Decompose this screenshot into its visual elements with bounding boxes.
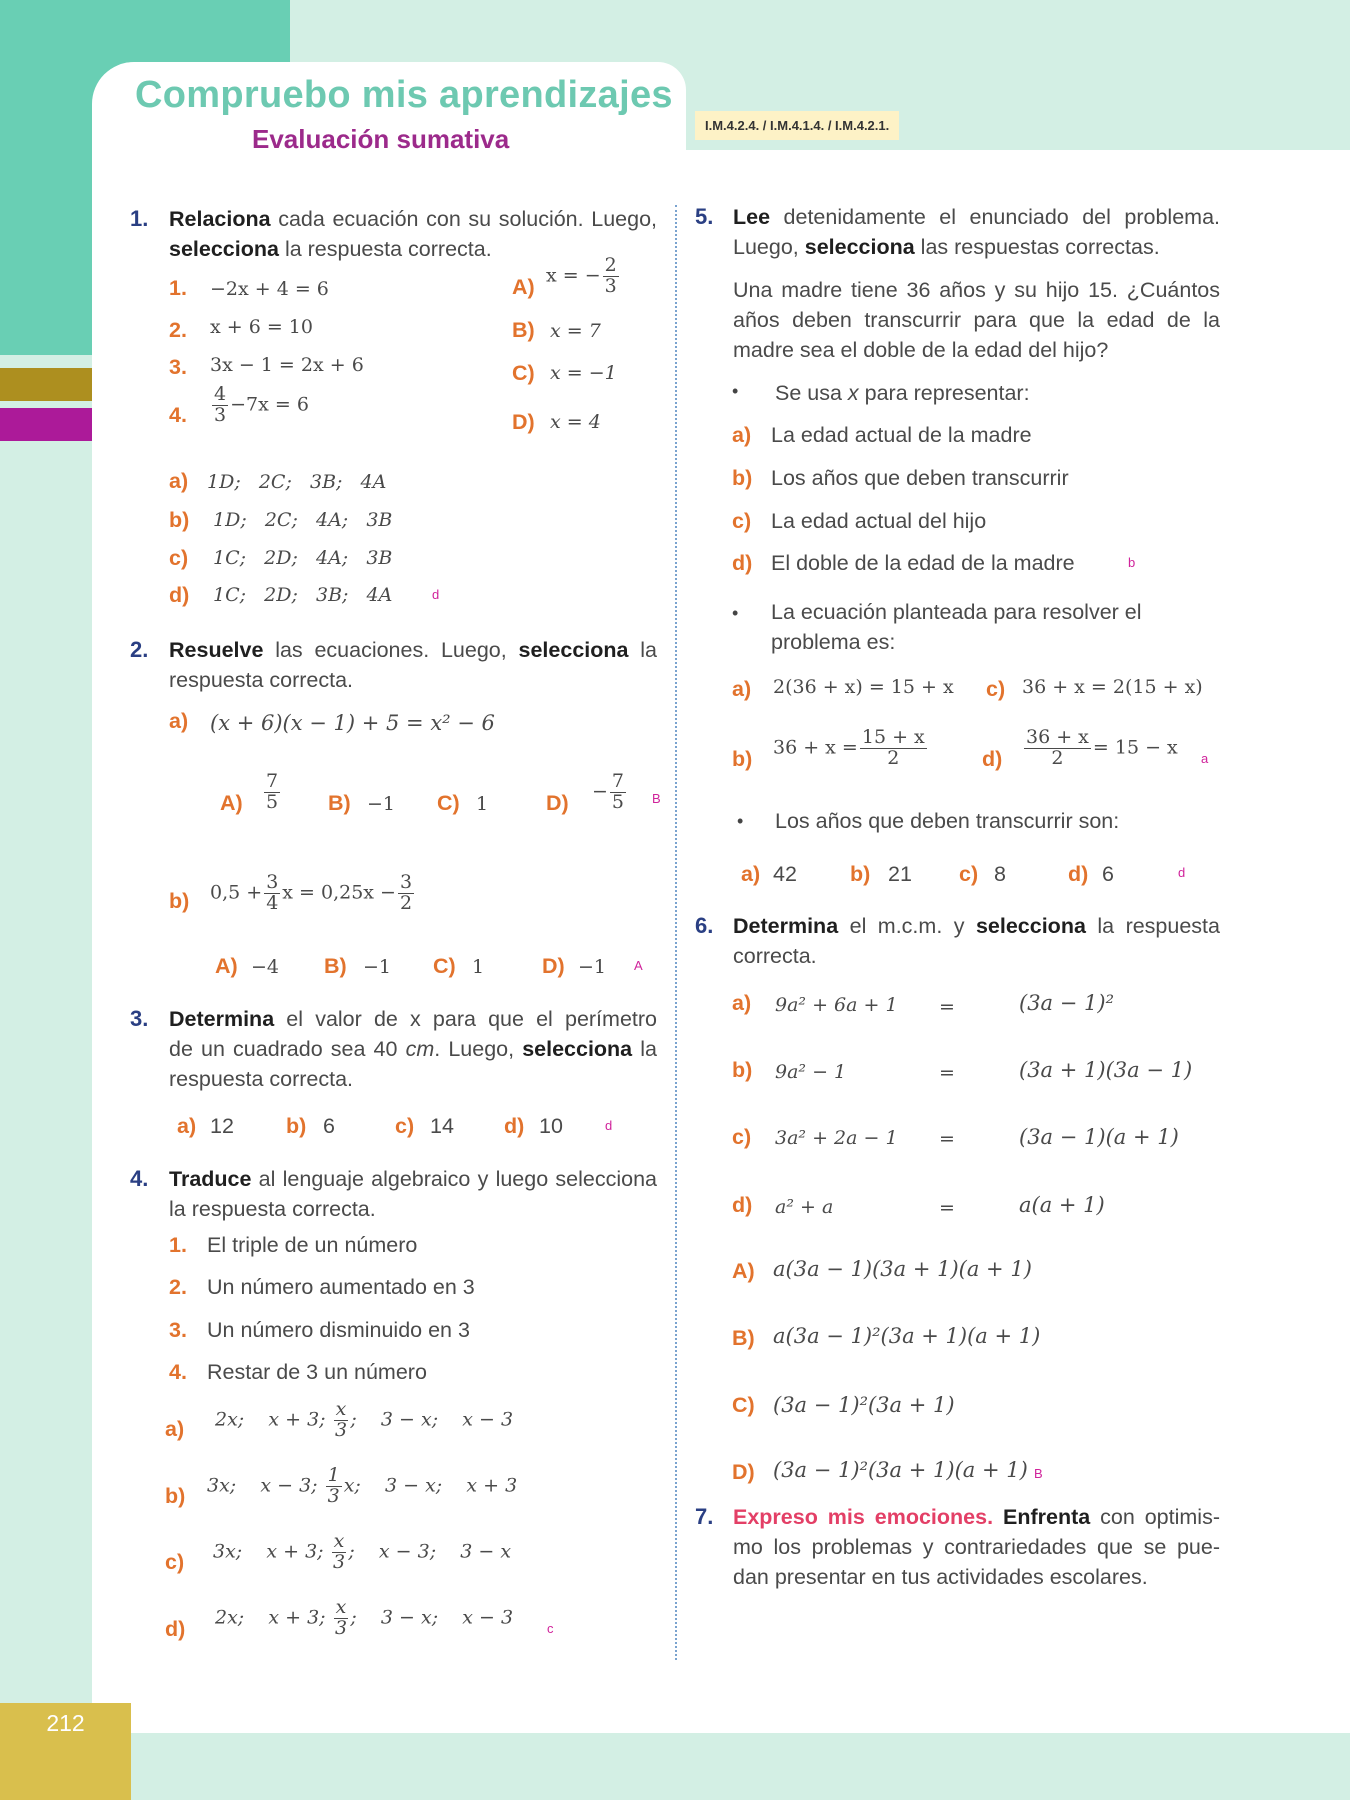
q5-eq-b: 36 + x = $\frac{15 + x}{2}$	[773, 726, 925, 769]
q5-eq-label-b: b)	[732, 747, 753, 771]
q2a-opt-B: −1	[367, 793, 396, 815]
bullet-dot-icon: •	[737, 811, 744, 831]
q2b-opt-C-label: C)	[433, 954, 456, 978]
q5-s3-label-c: c)	[959, 862, 979, 886]
q6-row-eq-a: =	[939, 996, 955, 1018]
q6-opt-B: a(3a − 1)²(3a + 1)(a + 1)	[773, 1324, 1041, 1348]
q6-opt-C: (3a − 1)²(3a + 1)	[773, 1393, 955, 1417]
q6-row-right-c: (3a − 1)(a + 1)	[1019, 1125, 1179, 1149]
q2a-opt-D-label: D)	[546, 791, 569, 815]
q1-line1: Relaciona cada ecuación con su solución. Luego,	[169, 207, 657, 231]
q5-number: 5.	[695, 204, 714, 229]
q2-a-label: a)	[169, 709, 189, 733]
q1-number: 1.	[130, 206, 149, 231]
q4-item-3: Un número disminuido en 3	[207, 1318, 470, 1342]
q4-opt-label-b: b)	[165, 1484, 186, 1508]
q1-opt-b: 1D; 2C; 4A; 3B	[213, 509, 393, 531]
q6-row-right-d: a(a + 1)	[1019, 1193, 1105, 1217]
q4-item-label-3: 3.	[169, 1318, 187, 1342]
q1-eq-label-2: 2.	[169, 318, 187, 342]
q5-s3-opt-a: 42	[773, 862, 797, 886]
q7-line1: Expreso mis emociones. Enfrenta con optimis-	[733, 1505, 1220, 1529]
q3-opt-d: 10	[539, 1114, 563, 1138]
q6-row-eq-c: =	[939, 1128, 955, 1150]
q4-item-label-1: 1.	[169, 1233, 187, 1257]
q1-eq-label-1: 1.	[169, 276, 187, 300]
q5-problem-line1: Una madre tiene 36 años y su hijo 15. ¿Cuántos	[733, 278, 1220, 302]
q4-opt-d: 2x; x + 3; $\frac{x}{3}$ ; 3 − x; x − 3	[215, 1596, 514, 1639]
page-subtitle: Evaluación sumativa	[252, 124, 510, 154]
magenta-side-bar	[0, 408, 95, 441]
q5-s1-opt-c: La edad actual del hijo	[771, 509, 987, 533]
q5-s3-answer-key: d	[1178, 865, 1186, 880]
q2b-answer-key: A	[634, 958, 643, 973]
q6-row-label-d: d)	[732, 1193, 753, 1217]
olive-side-bar	[0, 368, 95, 401]
q2a-opt-A: $\frac{7}{5}$	[266, 770, 279, 813]
q6-row-label-b: b)	[732, 1058, 753, 1082]
q6-row-label-a: a)	[732, 991, 752, 1015]
q6-row-right-b: (3a + 1)(3a − 1)	[1019, 1058, 1193, 1082]
q4-opt-label-a: a)	[165, 1417, 185, 1441]
q3-opt-label-a: a)	[177, 1114, 197, 1138]
q5-s1-answer-key: b	[1128, 555, 1136, 570]
q5-s1-opt-b: Los años que deben transcurrir	[771, 466, 1069, 490]
q5-s1-label-b: b)	[732, 466, 753, 490]
q3-opt-c: 14	[430, 1114, 454, 1138]
q5-eq-label-a: a)	[732, 677, 752, 701]
q6-opt-label-C: C)	[732, 1393, 755, 1417]
q1-sol-label-D: D)	[512, 410, 535, 434]
q3-opt-a: 12	[210, 1114, 234, 1138]
q6-number: 6.	[695, 913, 714, 938]
q6-answer-key: B	[1034, 1466, 1043, 1481]
q1-eq-label-4: 4.	[169, 403, 187, 427]
q5-bullet2-line1: La ecuación planteada para resolver el	[771, 600, 1142, 624]
q4-item-2: Un número aumentado en 3	[207, 1275, 475, 1299]
q6-row-eq-d: =	[939, 1197, 955, 1219]
q5-s3-opt-d: 6	[1102, 862, 1114, 886]
q1-eq-3: 3x − 1 = 2x + 6	[210, 354, 364, 376]
q2b-opt-A: −4	[251, 956, 280, 978]
bullet-dot-icon: •	[732, 381, 739, 401]
q6-opt-label-A: A)	[732, 1259, 755, 1283]
q2b-opt-D-label: D)	[542, 954, 565, 978]
q6-opt-label-B: B)	[732, 1326, 755, 1350]
q2a-opt-D: − $\frac{7}{5}$	[592, 770, 625, 813]
q5-s1-label-a: a)	[732, 423, 752, 447]
q7-line3: dan presentar en tus actividades escolares.	[733, 1565, 1148, 1589]
q1-opt-label-c: c)	[169, 546, 189, 570]
q5-s2-answer-key: a	[1201, 751, 1209, 766]
q6-row-left-b: 9a² − 1	[775, 1061, 847, 1083]
q6-row-left-c: 3a² + 2a − 1	[775, 1127, 898, 1149]
q2-line1: Resuelve las ecuaciones. Luego, selecciona la	[169, 638, 657, 662]
q1-sol-B: x = 7	[550, 320, 601, 342]
q1-sol-A: x = − $\frac{2}{3}$	[546, 254, 617, 297]
q5-s1-label-c: c)	[732, 509, 752, 533]
q6-line2: correcta.	[733, 944, 817, 968]
q2-b-label: b)	[169, 889, 190, 913]
q2a-opt-C: 1	[476, 793, 489, 815]
q6-opt-D: (3a − 1)²(3a + 1)(a + 1)	[773, 1458, 1028, 1482]
q4-opt-label-c: c)	[165, 1550, 185, 1574]
q7-number: 7.	[695, 1504, 714, 1529]
q2-a-equation: (x + 6)(x − 1) + 5 = x² − 6	[210, 711, 495, 735]
q5-s3-opt-b: 21	[888, 862, 912, 886]
q5-eq-label-d: d)	[982, 747, 1003, 771]
q1-opt-c: 1C; 2D; 4A; 3B	[213, 547, 393, 569]
q2-number: 2.	[130, 637, 149, 662]
q1-eq-1: −2x + 4 = 6	[210, 278, 329, 300]
q6-row-left-a: 9a² + 6a + 1	[775, 994, 898, 1016]
q5-eq-label-c: c)	[986, 677, 1006, 701]
q2a-opt-C-label: C)	[437, 791, 460, 815]
criteria-code-badge: I.M.4.2.4. / I.M.4.1.4. / I.M.4.2.1.	[695, 111, 899, 140]
page-number: 212	[46, 1710, 85, 1736]
q3-opt-b: 6	[323, 1114, 335, 1138]
q2b-opt-D: −1	[578, 956, 607, 978]
page-title: Compruebo mis aprendizajes	[135, 74, 673, 116]
q5-eq-d: $\frac{36 + x}{2}$ = 15 − x	[1026, 726, 1178, 769]
q5-line2: Luego, selecciona las respuestas correctas.	[733, 235, 1160, 259]
q4-opt-a: 2x; x + 3; $\frac{x}{3}$ ; 3 − x; x − 3	[215, 1398, 514, 1441]
q5-bullet1: Se usa x para representar:	[775, 381, 1030, 405]
q1-sol-D: x = 4	[550, 411, 601, 433]
bullet-dot-icon: •	[732, 603, 739, 623]
q7-line2: mo los problemas y contrariedades que se pue-	[733, 1535, 1220, 1559]
q3-line2: de un cuadrado sea 40 cm. Luego, selecciona la	[169, 1037, 657, 1061]
q4-item-label-4: 4.	[169, 1360, 187, 1384]
q4-number: 4.	[130, 1166, 149, 1191]
q2b-opt-A-label: A)	[215, 954, 238, 978]
q4-item-label-2: 2.	[169, 1275, 187, 1299]
q3-opt-label-c: c)	[395, 1114, 415, 1138]
q1-eq-4: $\frac{4}{3}$ −7x = 6	[214, 383, 309, 426]
q1-sol-label-C: C)	[512, 361, 535, 385]
q5-bullet3: Los años que deben transcurrir son:	[775, 809, 1120, 833]
q5-problem-line3: madre sea el doble de la edad del hijo?	[733, 338, 1109, 362]
q4-line2: la respuesta correcta.	[169, 1197, 376, 1221]
q5-eq-a: 2(36 + x) = 15 + x	[773, 676, 954, 698]
q4-item-1: El triple de un número	[207, 1233, 418, 1257]
q1-opt-label-d: d)	[169, 583, 190, 607]
q2b-opt-B-label: B)	[324, 954, 347, 978]
q5-line1: Lee detenidamente el enunciado del problema.	[733, 205, 1220, 229]
q3-number: 3.	[130, 1006, 149, 1031]
q6-opt-label-D: D)	[732, 1460, 755, 1484]
column-divider	[675, 205, 677, 1660]
q2b-opt-B: −1	[363, 956, 392, 978]
q1-eq-2: x + 6 = 10	[210, 316, 313, 338]
q5-s3-label-b: b)	[850, 862, 871, 886]
q1-line2: selecciona la respuesta correcta.	[169, 237, 492, 261]
q1-sol-C: x = −1	[550, 362, 617, 384]
q1-eq-label-3: 3.	[169, 355, 187, 379]
q1-sol-label-A: A)	[512, 275, 535, 299]
q2-line2: respuesta correcta.	[169, 668, 354, 692]
q4-opt-b: 3x; x − 3; $\frac{1}{3}$ x; 3 − x; x + 3	[207, 1464, 518, 1507]
q6-row-left-d: a² + a	[775, 1196, 834, 1218]
q5-s1-opt-d: El doble de la edad de la madre	[771, 551, 1075, 575]
q2a-answer-key: B	[652, 791, 661, 806]
q5-bullet2-line2: problema es:	[771, 630, 896, 654]
q3-opt-label-d: d)	[504, 1114, 525, 1138]
q3-opt-label-b: b)	[286, 1114, 307, 1138]
q4-line1: Traduce al lenguaje algebraico y luego selecciona	[169, 1167, 657, 1191]
q3-line3: respuesta correcta.	[169, 1067, 354, 1091]
q1-opt-d: 1C; 2D; 3B; 4A	[213, 584, 393, 606]
q2b-opt-C: 1	[472, 956, 485, 978]
q5-s3-opt-c: 8	[994, 862, 1006, 886]
q5-s1-opt-a: La edad actual de la madre	[771, 423, 1032, 447]
q2a-opt-B-label: B)	[328, 791, 351, 815]
q6-row-right-a: (3a − 1)²	[1019, 991, 1114, 1015]
q1-sol-label-B: B)	[512, 318, 535, 342]
q2a-opt-A-label: A)	[220, 791, 243, 815]
q4-answer-key: c	[547, 1621, 554, 1636]
q6-line1: Determina el m.c.m. y selecciona la respuesta	[733, 914, 1220, 938]
q1-answer-key: d	[432, 587, 440, 602]
q5-eq-c: 36 + x = 2(15 + x)	[1022, 676, 1203, 698]
q1-opt-label-b: b)	[169, 508, 190, 532]
q4-opt-c: 3x; x + 3; $\frac{x}{3}$ ; x − 3; 3 − x	[213, 1530, 512, 1573]
q4-opt-label-d: d)	[165, 1617, 186, 1641]
q4-item-4: Restar de 3 un número	[207, 1360, 427, 1384]
q5-problem-line2: años deben transcurrir para que la edad de la	[733, 308, 1220, 332]
q1-opt-a: 1D; 2C; 3B; 4A	[207, 471, 387, 493]
q3-answer-key: d	[605, 1118, 613, 1133]
q6-row-label-c: c)	[732, 1125, 752, 1149]
q3-line1: Determina el valor de x para que el perímetro	[169, 1007, 657, 1031]
q5-s3-label-d: d)	[1068, 862, 1089, 886]
q6-row-eq-b: =	[939, 1062, 955, 1084]
q1-opt-label-a: a)	[169, 469, 189, 493]
q6-opt-A: a(3a − 1)(3a + 1)(a + 1)	[773, 1257, 1032, 1281]
q2-b-equation: 0,5 + $\frac{3}{4}$ x = 0,25x − $\frac{3}{2}$	[210, 871, 413, 914]
q5-s1-label-d: d)	[732, 551, 753, 575]
q5-s3-label-a: a)	[741, 862, 761, 886]
